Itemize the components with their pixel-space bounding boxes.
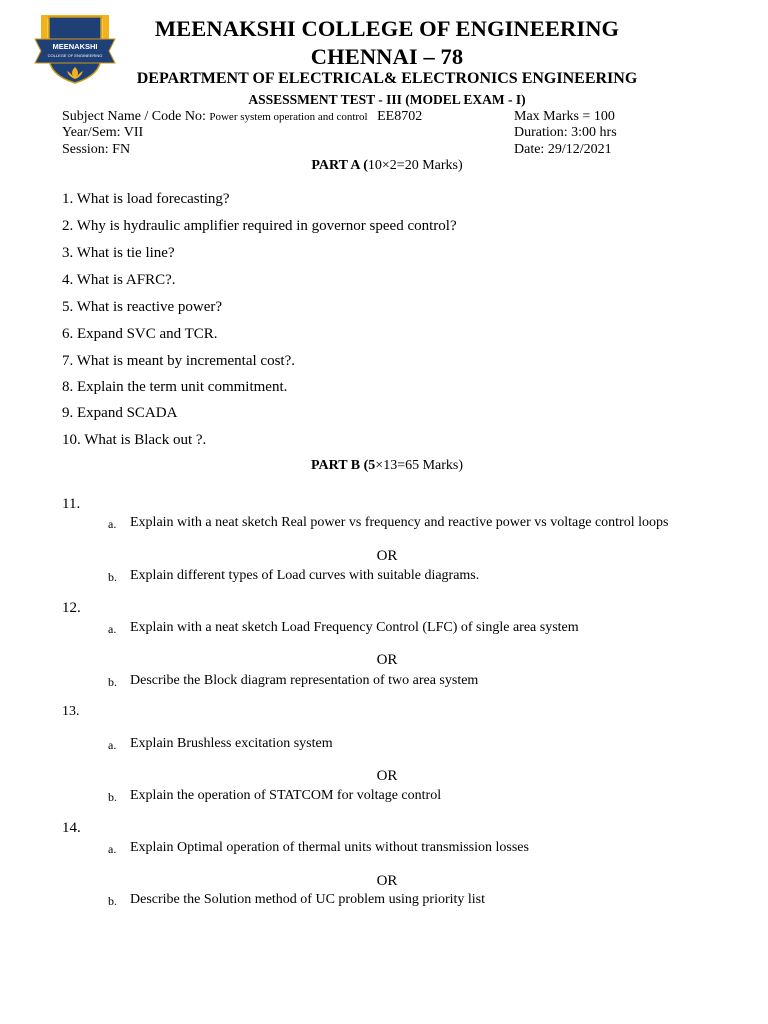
part-b-heading-rest: ×13=65 Marks): [375, 458, 464, 473]
option-letter-a: a.: [108, 622, 117, 636]
question-number: 13.: [62, 704, 80, 719]
part-a-question: 5. What is reactive power?: [62, 299, 223, 315]
duration: Duration: 3:00 hrs: [514, 125, 617, 140]
college-name: MEENAKSHI COLLEGE OF ENGINEERING: [154, 16, 620, 41]
part-a-question: 9. Expand SCADA: [62, 405, 178, 421]
part-a-question: 7. What is meant by incremental cost?.: [62, 353, 295, 369]
question-number: 11.: [62, 496, 81, 512]
part-a-question: 1. What is load forecasting?: [62, 191, 230, 207]
logo-subtext: COLLEGE OF ENGINEERING: [47, 53, 103, 58]
option-b-text: Describe the Block diagram representation of two area system: [130, 673, 479, 688]
part-a-heading-bold: PART A (: [311, 158, 368, 173]
college-city: CHENNAI – 78: [310, 44, 464, 69]
exam-date: Date: 29/12/2021: [514, 142, 612, 157]
part-a-heading: [0, 158, 768, 174]
option-b-text: Explain different types of Load curves with suitable diagrams.: [130, 568, 480, 583]
subject-line: [62, 109, 422, 125]
year-sem: Year/Sem: VII: [62, 125, 144, 140]
logo-text: MEENAKSHI: [52, 42, 98, 51]
option-letter-b: b.: [108, 570, 117, 584]
department-title: DEPARTMENT OF ELECTRICAL& ELECTRONICS ENGINEERING: [136, 70, 638, 87]
part-b-heading: [0, 458, 768, 474]
question-number: 14.: [62, 820, 81, 836]
or-separator: OR: [376, 873, 398, 889]
option-letter-a: a.: [108, 842, 117, 856]
option-letter-a: a.: [108, 738, 117, 752]
option-a-text: Explain Optimal operation of thermal units without transmission losses: [130, 840, 529, 855]
option-a-text: Explain Brushless excitation system: [130, 736, 333, 751]
or-separator: OR: [376, 548, 398, 564]
option-letter-b: b.: [108, 894, 117, 908]
subject-code: EE8702: [377, 109, 423, 124]
or-separator: OR: [376, 768, 398, 784]
option-b-text: Explain the operation of STATCOM for voltage control: [130, 788, 442, 803]
question-number: 12.: [62, 600, 81, 616]
part-a-question: 3. What is tie line?: [62, 245, 175, 261]
or-separator: OR: [376, 652, 398, 668]
option-a-text: Explain with a neat sketch Real power vs frequency and reactive power vs voltage control loops: [130, 515, 669, 530]
college-title: [0, 15, 768, 71]
option-a-text: Explain with a neat sketch Load Frequency Control (LFC) of single area system: [130, 620, 579, 635]
max-marks: Max Marks = 100: [514, 109, 615, 124]
part-a-question: 8. Explain the term unit commitment.: [62, 379, 288, 395]
part-a-question: 6. Expand SVC and TCR.: [62, 326, 218, 342]
test-title: ASSESSMENT TEST - III (MODEL EXAM - I): [248, 92, 526, 107]
part-a-question: 10. What is Black out ?.: [62, 432, 207, 448]
part-b-heading-bold: PART B (5: [310, 458, 376, 473]
part-a-question: 2. Why is hydraulic amplifier required in governor speed control?: [62, 218, 457, 234]
session: Session: FN: [62, 142, 131, 157]
option-letter-a: a.: [108, 517, 117, 531]
option-b-text: Describe the Solution method of UC problem using priority list: [130, 892, 486, 907]
subject-label: Subject Name / Code No:: [62, 109, 206, 124]
part-a-question: 4. What is AFRC?.: [62, 272, 176, 288]
part-a-heading-rest: 10×2=20 Marks): [367, 158, 463, 173]
subject-name: Power system operation and control: [209, 111, 368, 123]
option-letter-b: b.: [108, 675, 117, 689]
option-letter-b: b.: [108, 790, 117, 804]
